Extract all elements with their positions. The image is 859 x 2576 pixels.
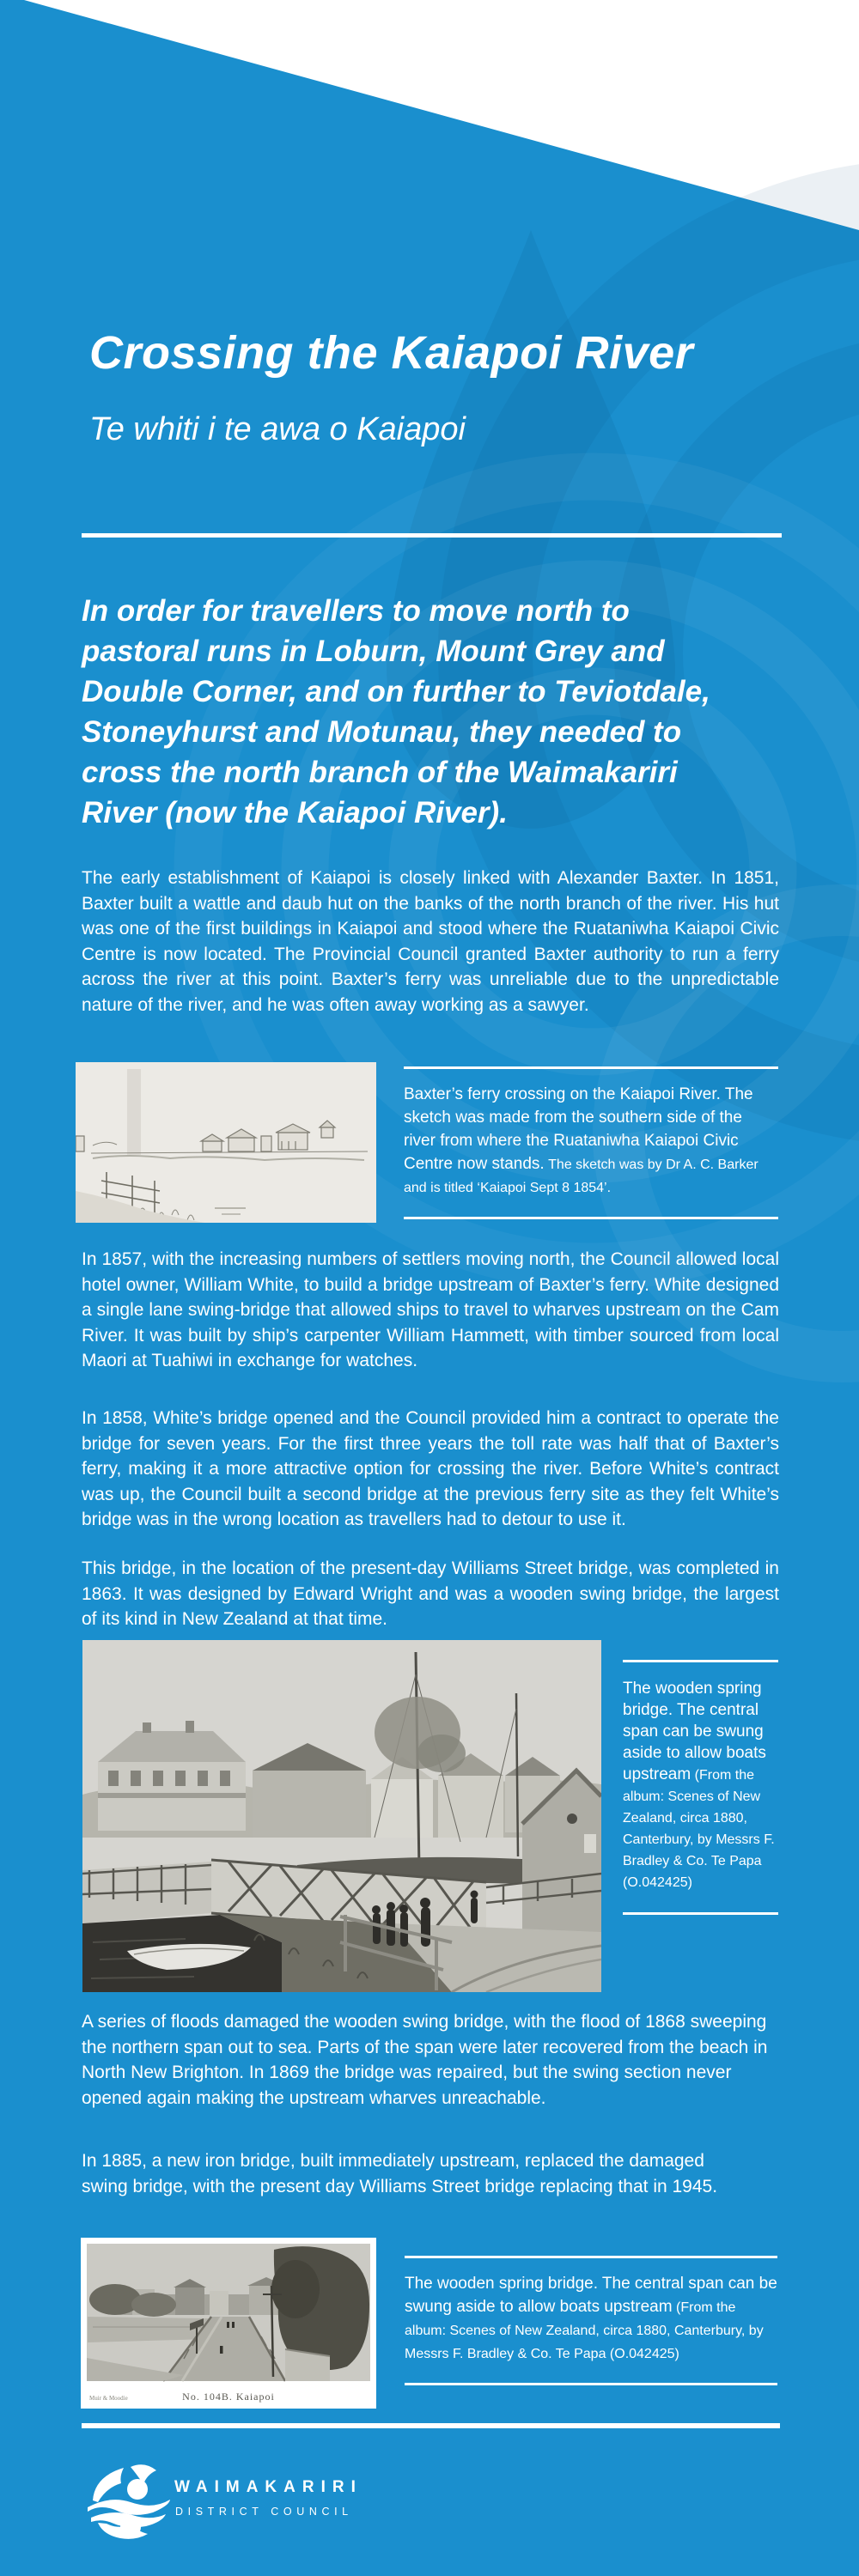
caption-credit-text: (From the album: Scenes of New Zealand, circa 1880, Canterbury, by Messrs F. Bradley & Co. Te Papa (O.042425) (405, 2300, 764, 2361)
council-subname-text: DISTRICT COUNCIL (175, 2506, 353, 2518)
council-logo-icon (86, 2463, 174, 2540)
body-paragraph-4: This bridge, in the location of the present-day Williams Street bridge, was completed in 1863. It was designed by Edward Wright and was a wooden swing bridge, the largest of its kind in New Zealand at that time. (82, 1558, 779, 1629)
council-name-text: WAIMAKARIRI (174, 2478, 362, 2496)
baxter-ferry-sketch-image (76, 1062, 376, 1223)
caption-text (404, 1083, 778, 1200)
body-paragraph-1: The early establishment of Kaiapoi is closely linked with Alexander Baxter. In 1851, Baxter built a wattle and daub hut on the banks of the north branch of the river. His hut was one of the first buildings in Kaiapoi and stood where the Ruataniwha Kaiapoi Civic Centre is now located. The Provincial Council granted Baxter authority to run a ferry across the river at this point. Baxter’s ferry was unreliable due to the unpredictable nature of the river, and he was often away working as a sawyer. (82, 868, 779, 1015)
caption-text (405, 2272, 777, 2366)
postcard-title-text: No. 104B. Kaiapoi (182, 2391, 275, 2403)
page-title: Crossing the Kaiapoi River (89, 327, 694, 379)
footer-divider (82, 2423, 780, 2428)
caption-text (623, 1678, 778, 1893)
caption-credit-text: (From the album: Scenes of New Zealand, circa 1880, Canterbury, by Messrs F. Bradley & Co. Te Papa (O.042425) (623, 1768, 775, 1890)
caption-credit-text: The sketch was by Dr A. C. Barker and is titled ‘Kaiapoi Sept 8 1854’. (404, 1157, 758, 1195)
caption-baxter-sketch (404, 1066, 778, 1219)
caption-main-text: The wooden spring bridge. The central span can be swung aside to allow boats upstream (623, 1680, 766, 1783)
postcard-publisher-text: Muir & Moodie (89, 2395, 128, 2402)
intro-paragraph: In order for travellers to move north to pastoral runs in Loburn, Mount Grey and Double Corner, and on further to Teviotdale, Stoneyhurst and Motunau, they needed to cross the north branch of the Waimakariri River (now the Kaiapoi River). (82, 594, 710, 829)
body-paragraph-3: In 1858, White’s bridge opened and the Council provided him a contract to operate the bridge for seven years. For the first three years the toll rate was half that of Baxter’s ferry, making it a more attractive option for crossing the river. Before White’s contract was up, the Council built a second bridge at the previous ferry site as they felt White’s bridge was in the wrong location as travellers had to detour to use it. (82, 1408, 779, 1529)
caption-main-text: Baxter’s ferry crossing on the Kaiapoi River. The sketch was made from the southern side of the river from where the Ruataniwha Kaiapoi Civic Centre now stands. (404, 1085, 753, 1173)
wooden-swing-bridge-photo (82, 1640, 601, 1992)
top-white-wedge-shape (24, 0, 859, 230)
postcard-illustration (81, 2238, 376, 2409)
kaiapoi-postcard-photo (81, 2238, 376, 2409)
body-paragraph-2: In 1857, with the increasing numbers of settlers moving north, the Council allowed local hotel owner, William White, to build a bridge upstream of Baxter’s ferry. White designed a single lane swing-bridge that allowed ships to travel to wharves upstream on the Cam River. It was built by ship’s carpenter William Hammett, with timber sourced from local Maori at Tuahiwi in exchange for watches. (82, 1249, 779, 1370)
caption-swing-bridge (623, 1660, 778, 1915)
swing-bridge-photo-illustration (82, 1640, 601, 1992)
body-paragraph-6: In 1885, a new iron bridge, built immediately upstream, replaced the damaged swing bridge, with the present day Williams Street bridge replacing that in 1945. (82, 2151, 718, 2196)
sketch-illustration (76, 1062, 376, 1223)
page-subtitle-maori: Te whiti i te awa o Kaiapoi (89, 411, 466, 447)
caption-postcard (405, 2256, 777, 2385)
header-divider (82, 533, 782, 538)
caption-main-text: The wooden spring bridge. The central span can be swung aside to allow boats upstream (405, 2275, 777, 2316)
body-paragraph-5: A series of floods damaged the wooden swing bridge, with the flood of 1868 sweeping the northern span out to sea. Parts of the span were later recovered from the beach in North New Brighton. In 1869 the bridge was repaired, but the swing section never opened again making the upstream wharves unreachable. (82, 2012, 768, 2108)
